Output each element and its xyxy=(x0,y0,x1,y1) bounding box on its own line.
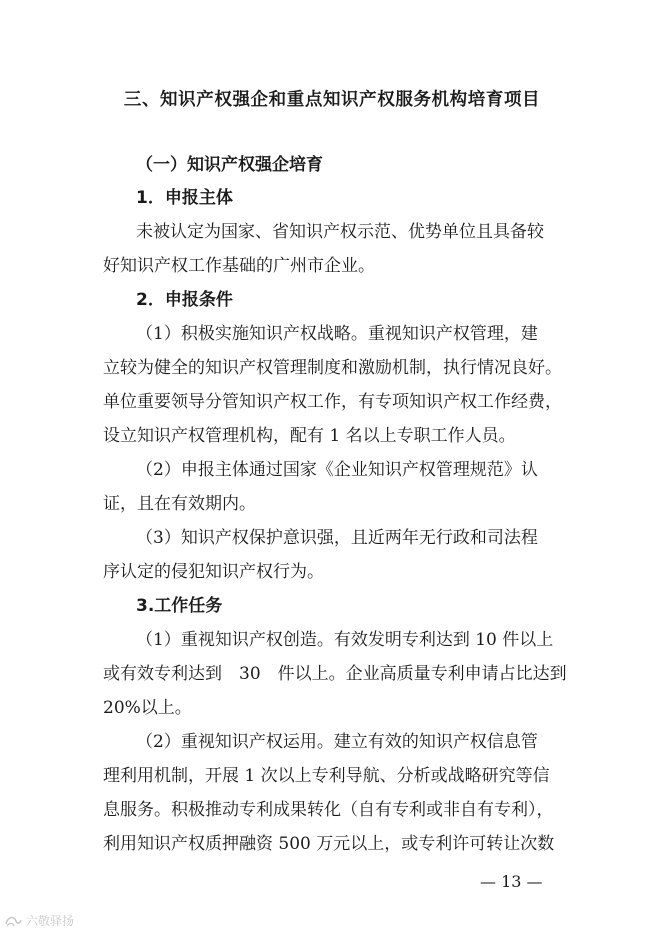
paragraph-line: （1）积极实施知识产权战略。重视知识产权管理，建 xyxy=(136,324,538,344)
paragraph-line: （3）知识产权保护意识强，且近两年无行政和司法程 xyxy=(136,528,538,548)
page-number: — 13 — xyxy=(480,872,543,891)
paragraph-line: 单位重要领导分管知识产权工作，有专项知识产权工作经费， xyxy=(103,392,562,412)
paragraph-line: 序认定的侵犯知识产权行为。 xyxy=(103,562,324,582)
paragraph-line: （1）重视知识产权创造。有效发明专利达到 10 件以上 xyxy=(136,630,554,650)
watermark-text: 六敬驿扬 xyxy=(26,914,75,928)
paragraph-line: （2）重视知识产权运用。建立有效的知识产权信息管 xyxy=(136,732,538,752)
item-heading-tasks: 3.工作任务 xyxy=(136,596,223,616)
subsection-heading: （一）知识产权强企培育 xyxy=(136,155,323,175)
swirl-icon xyxy=(4,914,22,928)
paragraph-line: 20%以上。 xyxy=(103,698,192,718)
item-heading-applicant: 1．申报主体 xyxy=(136,188,233,208)
item-heading-conditions: 2．申报条件 xyxy=(136,290,233,310)
paragraph-line: 息服务。积极推动专利成果转化（自有专利或非自有专利）， xyxy=(103,800,554,820)
paragraph-line: 理利用机制，开展 1 次以上专利导航、分析或战略研究等信 xyxy=(103,766,550,786)
paragraph-line: 好知识产权工作基础的广州市企业。 xyxy=(103,256,375,276)
paragraph-line: 未被认定为国家、省知识产权示范、优势单位且具备较 xyxy=(136,222,544,242)
paragraph-line: 利用知识产权质押融资 500 万元以上，或专利许可转让次数 xyxy=(103,834,555,854)
section-title: 三、知识产权强企和重点知识产权服务机构培育项目 xyxy=(123,90,541,110)
paragraph-line: 立较为健全的知识产权管理制度和激励机制，执行情况良好。 xyxy=(103,358,562,378)
paragraph-line: 或有效专利达到 30 件以上。企业高质量专利申请占比达到 xyxy=(103,664,567,684)
watermark xyxy=(4,912,74,929)
paragraph-line: 设立知识产权管理机构，配有 1 名以上专职工作人员。 xyxy=(103,426,516,446)
paragraph-line: 证，且在有效期内。 xyxy=(103,494,256,514)
paragraph-line: （2）申报主体通过国家《企业知识产权管理规范》认 xyxy=(136,460,538,480)
